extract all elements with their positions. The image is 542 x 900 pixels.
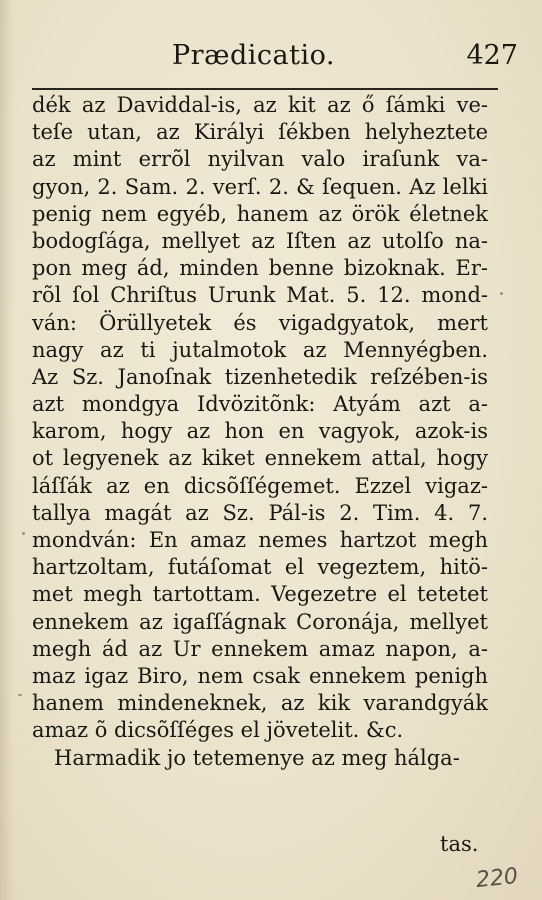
text-line: láſſák az en dicsõſſégemet. Ezzel vigaz- <box>32 473 488 498</box>
text-line: bodogſága, mellyet az Iſten az utolſo na- <box>32 228 488 253</box>
ink-speck <box>22 532 25 535</box>
text-line: rõl ſol Chriſtus Urunk Mat. 5. 12. mond- <box>32 283 488 308</box>
text-line: karom, hogy az hon en vagyok, azok-is <box>32 419 488 444</box>
text-line: ot legyenek az kiket ennekem attal, hogy <box>32 446 488 471</box>
text-line: met megh tartottam. Vegezetre el tetetet <box>32 582 488 607</box>
handwritten-margin-note: 220 <box>474 863 520 894</box>
text-line: megh ád az Ur ennekem amaz napon, a- <box>32 636 488 661</box>
text-line: mondván: En amaz nemes hartzot megh <box>32 528 488 552</box>
text-line: amaz õ dicsõſſéges el jövetelit. &c. <box>32 718 404 743</box>
text-line: maz igaz Biro, nem csak ennekem penigh <box>32 663 488 688</box>
header-rule <box>32 88 498 90</box>
text-line: hartzoltam, futáſomat el vegeztem, hitö- <box>32 555 488 580</box>
gutter-shadow <box>0 0 14 900</box>
catchword: tas. <box>440 832 479 856</box>
text-line: tallya magát az Sz. Pál-is 2. Tim. 4. 7. <box>32 500 488 525</box>
text-line: ván: Örüllyetek és vigadgyatok, mert <box>32 310 488 335</box>
body-text <box>32 92 488 772</box>
text-line: dék az Daviddal-is, az kit az ő ſámki ve- <box>32 93 488 117</box>
ink-speck <box>18 694 22 696</box>
text-line: Az Sz. Janoſnak tizenhetedik reſzében-is <box>32 364 488 389</box>
text-line: az mint errõl nyilvan valo iraſunk va- <box>32 147 488 172</box>
text-line: hanem mindeneknek, az kik varandgyák <box>32 691 488 716</box>
running-head <box>24 40 518 80</box>
text-line: ennekem az igaſſágnak Coronája, mellyet <box>32 609 488 634</box>
text-line: Harmadik jo tetemenye az meg hálga- <box>54 745 460 770</box>
running-title: Prædicatio. <box>172 40 335 71</box>
text-line: gyon, 2. Sam. 2. verſ. 2. & ſequen. Az lelki <box>32 174 488 199</box>
text-line: penig nem egyéb, hanem az örök életnek <box>32 201 488 226</box>
text-line: teſe utan, az Királyi ſékben helyheztete <box>32 120 488 145</box>
page-number: 427 <box>466 40 518 71</box>
text-line: nagy az ti jutalmotok az Mennyégben. <box>32 337 488 362</box>
text-line: pon meg ád, minden benne bizoknak. Er- <box>32 256 488 281</box>
ink-speck <box>500 292 503 295</box>
text-line: azt mondgya Idvözitõnk: Atyám azt a- <box>32 392 488 417</box>
